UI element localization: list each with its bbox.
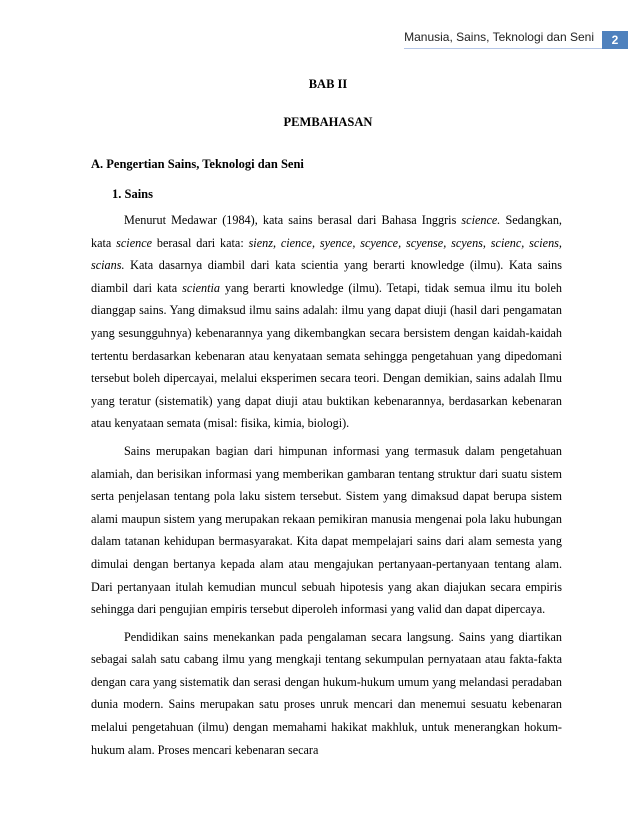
paragraph-1-text-3: berasal dari kata: xyxy=(152,235,249,250)
document-body xyxy=(91,75,563,761)
section-a-heading: A. Pengertian Sains, Teknologi dan Seni xyxy=(91,157,304,171)
paragraph-3: Pendidikan sains menekankan pada pengalaman secara langsung. Sains yang diartikan sebagai salah satu cabang ilmu yang mengkaji tentang sekumpulan pernyataan atau fakta-fakta dengan cara yang sistematik dan serasi dengan hukum-hukum umum yang melandasi peradaban dunia modern. Sains merupakan satu proses unruk mencari dan menemui sesuatu kebenaran melalui pengetahuan (ilmu) dengan memahami hakikat makhluk, untuk menerangkan hokum-hukum alam. Proses mencari kebenaran secara xyxy=(91,629,562,757)
page-header xyxy=(404,30,628,49)
paragraph-1-text-5: yang berarti knowledge (ilmu). Tetapi, tidak semua ilmu itu boleh dianggap sains. Yang dimaksud ilmu sains adalah: ilmu yang dapat diuji (hasil dari pengamatan yang sesungguhnya) kebenarannya yang dikembangkan secara bersistem dengan kaidah-kaidah tertentu berdasarkan kebenaran atau kenyataan semata sehingga pengetahuan yang dipedomani tersebut boleh dipercayai, melalui eksperimen secara teori. Dengan demikian, sains adalah Ilmu yang teratur (sistematik) yang dapat diuji atau buktikan kebenarannya, berdasarkan kebenaran atau kenyataan semata (misal: fisika, kimia, biologi). xyxy=(91,280,563,431)
page-number-badge: 2 xyxy=(602,31,628,49)
paragraph-1-italic-2: science xyxy=(116,235,153,250)
chapter-heading: BAB II xyxy=(308,77,348,91)
paragraph-1-text-2: Sedangkan, kata xyxy=(91,213,562,250)
paragraph-1 xyxy=(91,209,562,435)
paragraph-1-text-4: Kata dasarnya diambil dari kata scientia yang berarti knowledge (ilmu). Kata sains diambil dari kata xyxy=(91,258,562,295)
paragraph-1-text-1: Menurut Medawar (1984), kata sains berasal dari Bahasa Inggris xyxy=(124,213,462,227)
paragraph-1-italic-3: sienz, cience, syence, scyence, scyense, scyens, scienc, sciens, scians. xyxy=(91,235,562,273)
paragraph-1-italic-1: science. xyxy=(461,213,501,227)
subsection-1-heading: 1. Sains xyxy=(112,187,153,201)
header-title: Manusia, Sains, Teknologi dan Seni xyxy=(404,30,602,49)
paragraph-1-italic-4: scientia xyxy=(182,280,220,295)
section-title: PEMBAHASAN xyxy=(283,115,373,129)
paragraph-2: Sains merupakan bagian dari himpunan informasi yang termasuk dalam pengetahuan alamiah, dan berisikan informasi yang memberikan gambaran tentang struktur dari suatu sistem serta penjelasan tentang pola laku sistem tersebut. Sistem yang dimaksud dapat berupa sistem alami maupun sistem yang merupakan rekaan pemikiran manusia mengenai pola laku hubungan dalam tatanan kehidupan bermasyarakat. Kita dapat mempelajari sains dari alam semesta yang dimulai dengan bertanya kepada alam atau mengajukan pertanyaan-pertanyaan tentang alam. Dari pertanyaan itulah kemudian muncul sebuah hipotesis yang akan diajukan secara empiris sehingga dari pengujian empiris tersebut diperoleh informasi yang valid dan dapat dipercaya. xyxy=(91,443,562,617)
